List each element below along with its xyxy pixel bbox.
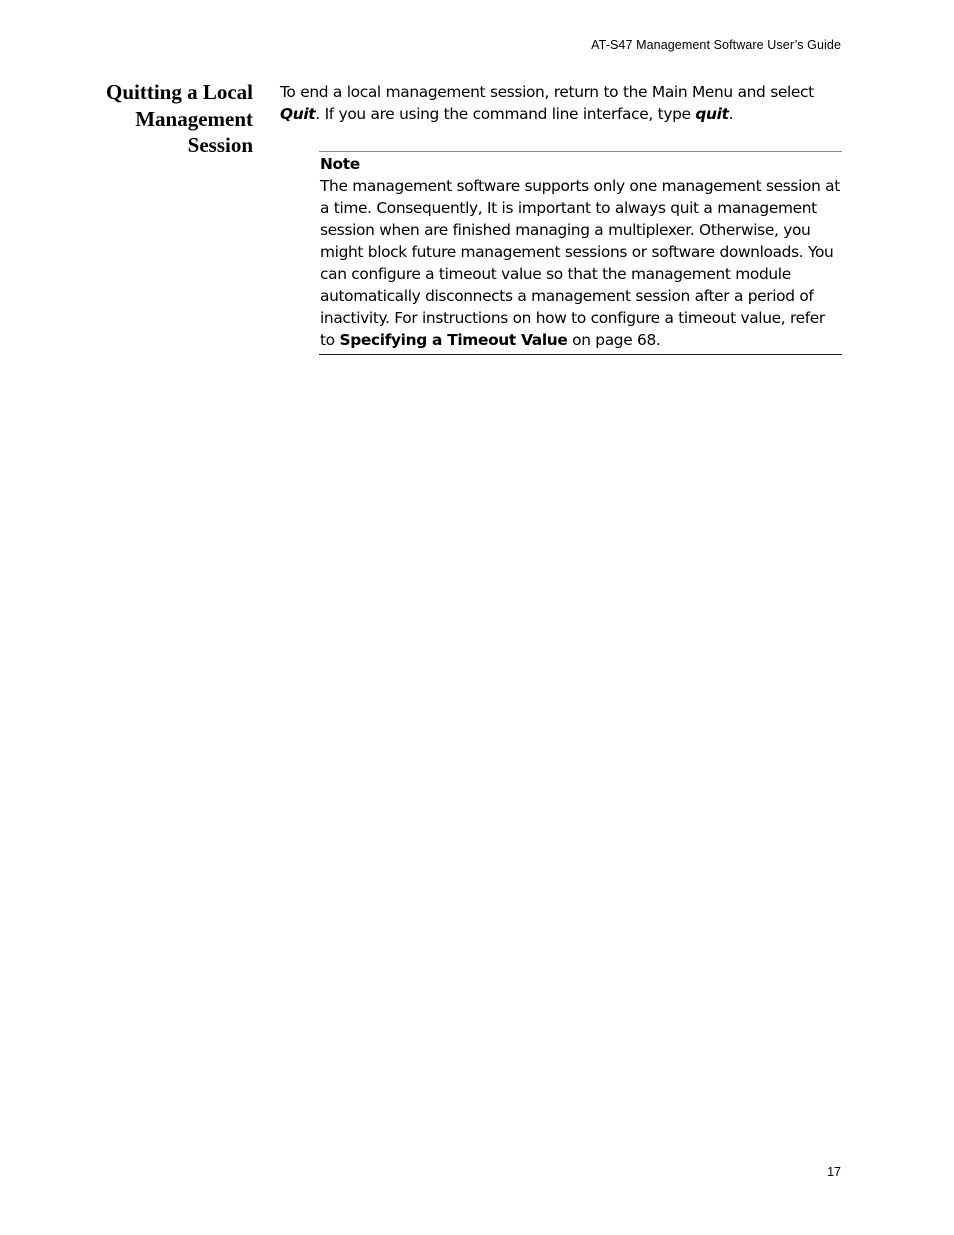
note-text-after: on page 68. (567, 331, 661, 349)
note-text-before: The management software supports only one management session at a time. Consequently, It is important to always quit a management session when are finished managing a multiplexer. Otherwise, you might block future management sessions or software downloads. You can configure a timeout value so that the management module automatically disconnects a management session after a period of inactivity. For instructions on how to configure a timeout value, refer to (320, 177, 840, 349)
page-number: 17 (827, 1165, 841, 1179)
running-header: AT-S47 Management Software User’s Guide (591, 38, 841, 52)
note-text (320, 175, 842, 351)
quit-menu-option: Quit (280, 105, 316, 123)
quit-command: quit (695, 105, 729, 123)
body-text-2: . If you are using the command line interface, type (315, 105, 696, 123)
cross-reference-link[interactable]: Specifying a Timeout Value (339, 331, 568, 349)
note-box (319, 151, 842, 355)
section-heading-line-2: Management (135, 106, 253, 131)
section-heading-line-3: Session (187, 133, 253, 157)
section-heading-line-1: Quitting a Local (105, 80, 253, 104)
note-title: Note (320, 155, 360, 173)
body-text-1: To end a local management session, return to the Main Menu and select (280, 83, 814, 101)
body-paragraph (280, 81, 845, 125)
section-heading (60, 79, 253, 159)
body-text-3: . (728, 105, 734, 123)
